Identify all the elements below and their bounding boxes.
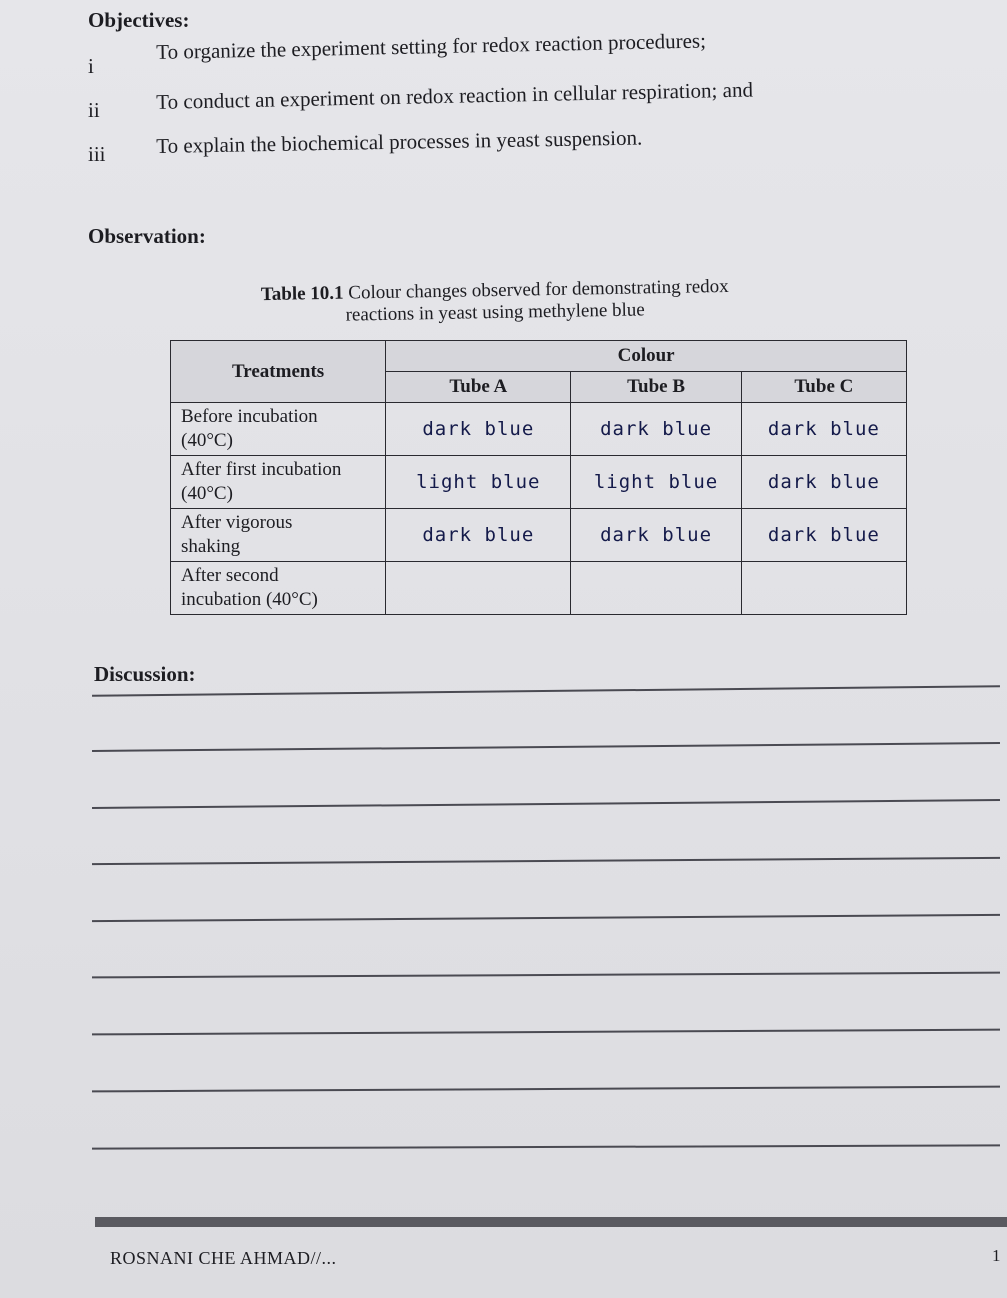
- answer-line: [92, 1029, 1000, 1035]
- answer-line: [92, 857, 1000, 865]
- objective-text-2: To conduct an experiment on redox reaction in cellular respiration; and: [156, 77, 754, 114]
- discussion-heading: Discussion:: [94, 662, 196, 686]
- objective-text-1: To organize the experiment setting for redox reaction procedures;: [156, 28, 707, 64]
- treatment-line: After first incubation: [181, 459, 342, 480]
- header-tube-b: Tube B: [571, 372, 741, 403]
- header-treatments: Treatments: [171, 341, 386, 403]
- objective-number-3: iii: [88, 142, 106, 166]
- treatment-line: Before incubation: [181, 406, 318, 427]
- tube-c-colour: [741, 562, 906, 615]
- answer-line: [92, 1086, 1000, 1092]
- answer-line: [92, 972, 1000, 978]
- table-caption-line2: reactions in yeast using methylene blue: [345, 299, 645, 326]
- objectives-heading: Objectives:: [88, 8, 190, 32]
- footer-divider: [95, 1217, 1007, 1227]
- header-colour: Colour: [386, 341, 907, 372]
- observation-table: [170, 340, 907, 615]
- tube-b-colour: [571, 562, 741, 615]
- page-number: 1: [992, 1246, 1001, 1265]
- treatment-line: shaking: [181, 536, 241, 557]
- treatment-line: After vigorous: [181, 512, 293, 533]
- objective-text-3: To explain the biochemical processes in yeast suspension.: [156, 125, 643, 158]
- tube-a-colour: dark blue: [386, 509, 571, 562]
- objective-number-2: ii: [88, 98, 100, 122]
- tube-a-colour: light blue: [386, 456, 571, 509]
- table-caption-label: Table 10.1: [260, 282, 344, 306]
- treatment-cell: [171, 509, 386, 562]
- treatment-cell: [171, 456, 386, 509]
- tube-b-colour: dark blue: [571, 509, 741, 562]
- tube-a-colour: [386, 562, 571, 615]
- treatment-line: (40°C): [181, 483, 233, 504]
- table-row: [171, 456, 907, 509]
- answer-line: [92, 1144, 1000, 1149]
- table-row: [171, 562, 907, 615]
- table-caption-line1: Colour changes observed for demonstrating redox: [348, 275, 729, 304]
- table-header-row: [171, 341, 907, 372]
- treatment-line: incubation (40°C): [181, 589, 318, 610]
- header-tube-c: Tube C: [741, 372, 906, 403]
- objective-number-1: i: [88, 54, 94, 78]
- table-row: [171, 403, 907, 456]
- tube-c-colour: dark blue: [741, 456, 906, 509]
- answer-line: [92, 799, 1000, 808]
- footer-author: ROSNANI CHE AHMAD//...: [110, 1248, 337, 1268]
- tube-c-colour: dark blue: [741, 509, 906, 562]
- tube-b-colour: dark blue: [571, 403, 741, 456]
- observation-heading: Observation:: [88, 224, 206, 248]
- tube-a-colour: dark blue: [386, 403, 571, 456]
- treatment-line: (40°C): [181, 430, 233, 451]
- answer-line: [92, 742, 1000, 751]
- table-caption: [175, 274, 816, 329]
- tube-b-colour: light blue: [571, 456, 741, 509]
- table-row: [171, 509, 907, 562]
- tube-c-colour: dark blue: [741, 403, 906, 456]
- treatment-cell: [171, 562, 386, 615]
- answer-line: [92, 914, 1000, 922]
- header-tube-a: Tube A: [386, 372, 571, 403]
- treatment-cell: [171, 403, 386, 456]
- answer-line: [92, 685, 1000, 696]
- treatment-line: After second: [181, 565, 279, 586]
